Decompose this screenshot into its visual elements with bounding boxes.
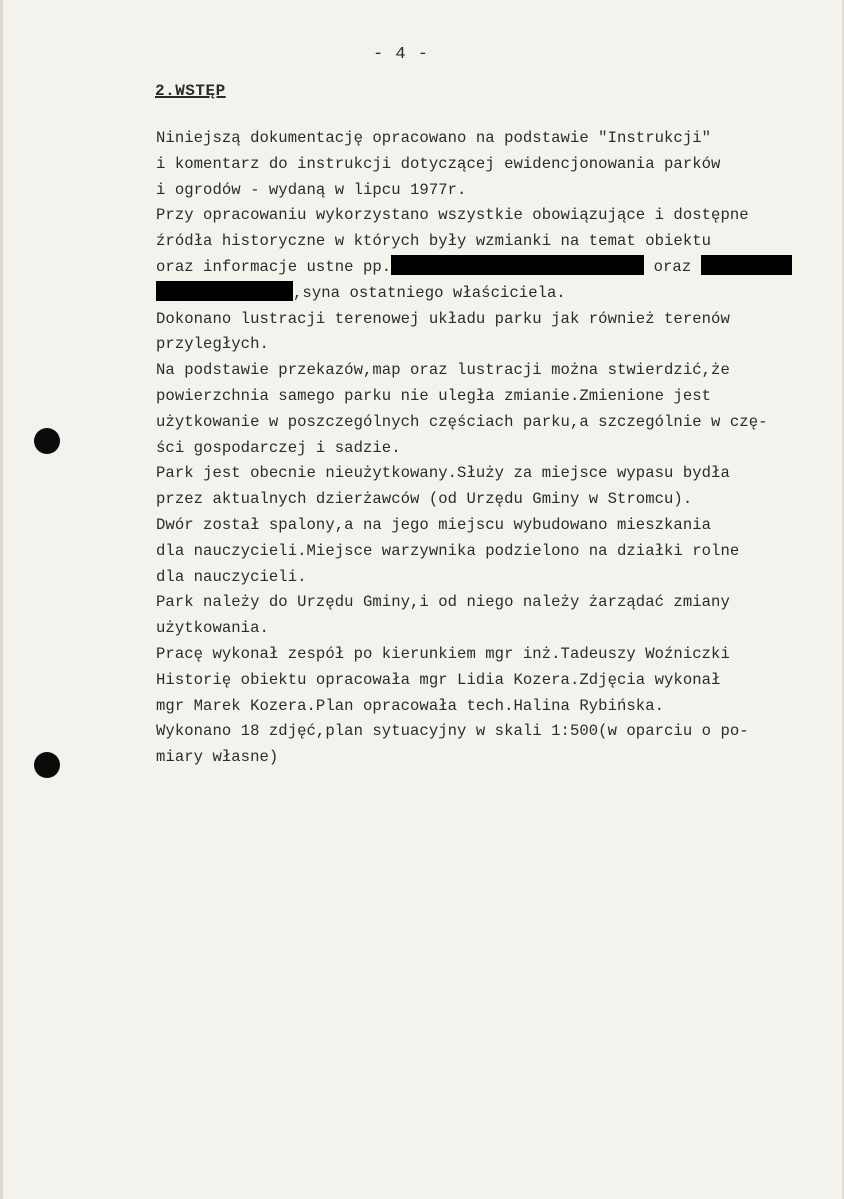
text-segment: przyległych. [156,335,269,354]
text-line [156,229,826,255]
text-line [156,668,826,694]
text-line [156,745,826,771]
text-line [156,719,826,745]
text-segment: Park jest obecnie nieużytkowany.Służy za miejsce wypasu bydła [156,464,730,483]
text-segment: Pracę wykonał zespół po kierunkiem mgr inż.Tadeuszy Woźniczki [156,644,730,663]
text-line [156,281,826,307]
text-segment: mgr Marek Kozera.Plan opracowała tech.Halina Rybińska. [156,696,665,715]
punch-hole [34,428,60,454]
text-segment: Historię obiektu opracowała mgr Lidia Kozera.Zdjęcia wykonał [156,670,721,689]
text-segment: Dwór został spalony,a na jego miejscu wybudowano mieszkania [156,515,712,534]
text-line [156,513,826,539]
text-line [156,565,826,591]
body-text [156,126,826,771]
text-segment: ści gospodarczej i sadzie. [156,438,401,457]
text-line [156,203,826,229]
text-segment: Park należy do Urzędu Gminy,i od niego należy żarządać zmiany [156,593,730,612]
text-segment: Wykonano 18 zdjęć,plan sytuacyjny w skali 1:500(w oparciu o po- [156,722,749,741]
text-line [156,642,826,668]
text-line [156,126,826,152]
text-segment: przez aktualnych dzierżawców (od Urzędu Gminy w Stromcu). [156,490,693,509]
text-line [156,307,826,333]
section-heading: 2.WSTĘP [155,82,226,100]
text-line [156,694,826,720]
text-line [156,384,826,410]
text-segment: Niniejszą dokumentację opracowano na podstawie "Instrukcji" [156,129,712,147]
text-segment: i ogrodów - wydaną w lipcu 1977r. [156,180,467,199]
text-segment: użytkowanie w poszczególnych częściach parku,a szczególnie w czę- [156,412,768,431]
text-line [156,616,826,642]
text-line [156,461,826,487]
text-line [156,358,826,384]
text-segment: dla nauczycieli. [156,567,307,586]
text-line [156,539,826,565]
text-segment: użytkowania. [156,619,269,638]
text-line [156,332,826,358]
text-line [156,178,826,204]
text-segment: miary własne) [156,748,279,767]
text-line [156,255,826,281]
text-line [156,436,826,462]
redaction-bar [391,255,644,275]
text-segment: oraz informacje ustne pp. [156,257,392,276]
text-segment: i komentarz do instrukcji dotyczącej ewidencjonowania parków [156,154,721,173]
text-segment: dla nauczycieli.Miejsce warzywnika podzielono na działki rolne [156,541,740,560]
text-segment: Przy opracowaniu wykorzystano wszystkie obowiązujące i dostępne [156,206,749,225]
text-line [156,152,826,178]
text-line [156,487,826,513]
text-line [156,590,826,616]
text-segment: oraz [644,257,701,276]
text-segment: Na podstawie przekazów,map oraz lustracji można stwierdzić,że [156,361,730,380]
text-segment: powierzchnia samego parku nie uległa zmianie.Zmienione jest [156,386,712,405]
text-segment: ,syna ostatniego właściciela. [293,283,566,302]
text-line [156,410,826,436]
page-number: - 4 - [373,45,430,64]
redaction-bar [156,281,293,301]
punch-hole [34,752,60,778]
text-segment: źródła historyczne w których były wzmianki na temat obiektu [156,232,712,251]
text-segment: Dokonano lustracji terenowej układu parku jak również terenów [156,309,730,328]
redaction-bar [701,255,792,275]
